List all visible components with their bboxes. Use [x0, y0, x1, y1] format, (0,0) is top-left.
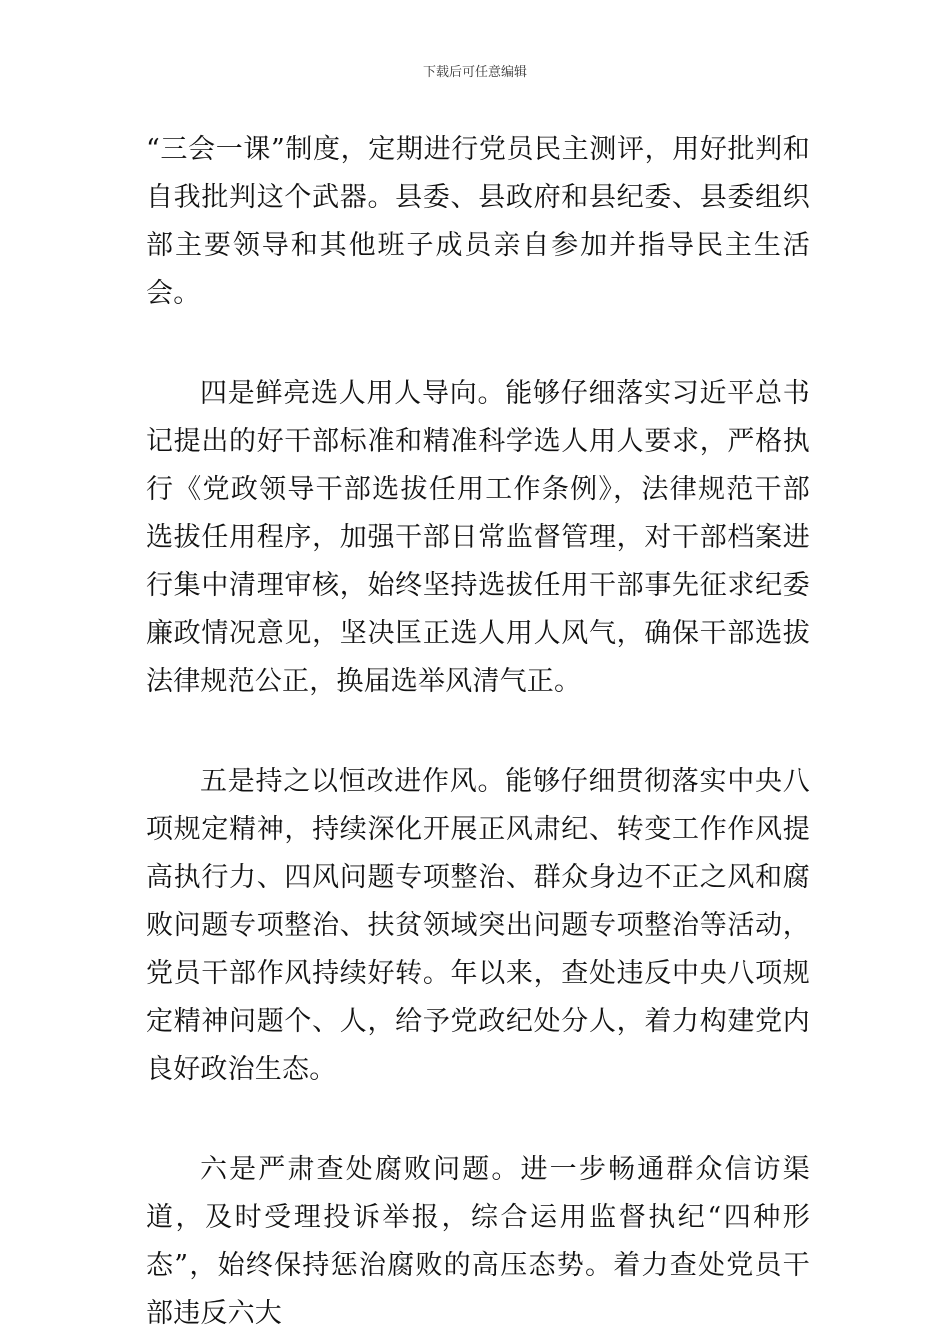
- paragraph-selection-guidance: 四是鲜亮选人用人导向。能够仔细落实习近平总书记提出的好干部标准和精准科学选人用人要求，严格执行《党政领导干部选拔任用工作条例》，法律规范干部选拔任用程序，加强干部日常监督管理，对干部档案进行集中清理审核，始终坚持选拔任用干部事先征求纪委廉政情况意见，坚决匡正选人用人风气，确保干部选拔法律规范公正，换届选举风清气正。: [146, 378, 810, 697]
- body-text: [146, 126, 810, 1338]
- paragraph-gap: [146, 1094, 810, 1146]
- paragraph-anti-corruption: 六是严肃查处腐败问题。进一步畅通群众信访渠道，及时受理投诉举报，综合运用监督执纪“四种形态”，始终保持惩治腐败的高压态势。着力查处党员干部违反六大: [146, 1154, 810, 1329]
- paragraph-gap: [146, 318, 810, 370]
- page-header-note: 下载后可任意编辑: [422, 65, 527, 80]
- paragraph-continuation: “三会一课”制度，定期进行党员民主测评，用好批判和自我批判这个武器。县委、县政府和县纪委、县委组织部主要领导和其他班子成员亲自参加并指导民主生活会。: [146, 134, 810, 309]
- paragraph-work-style: 五是持之以恒改进作风。能够仔细贯彻落实中央八项规定精神，持续深化开展正风肃纪、转变工作作风提高执行力、四风问题专项整治、群众身边不正之风和腐败问题专项整治、扶贫领域突出问题专项整治等活动，党员干部作风持续好转。年以来，查处违反中央八项规定精神问题个、人，给予党政纪处分人，着力构建党内良好政治生态。: [146, 766, 810, 1085]
- paragraph-gap: [146, 706, 810, 758]
